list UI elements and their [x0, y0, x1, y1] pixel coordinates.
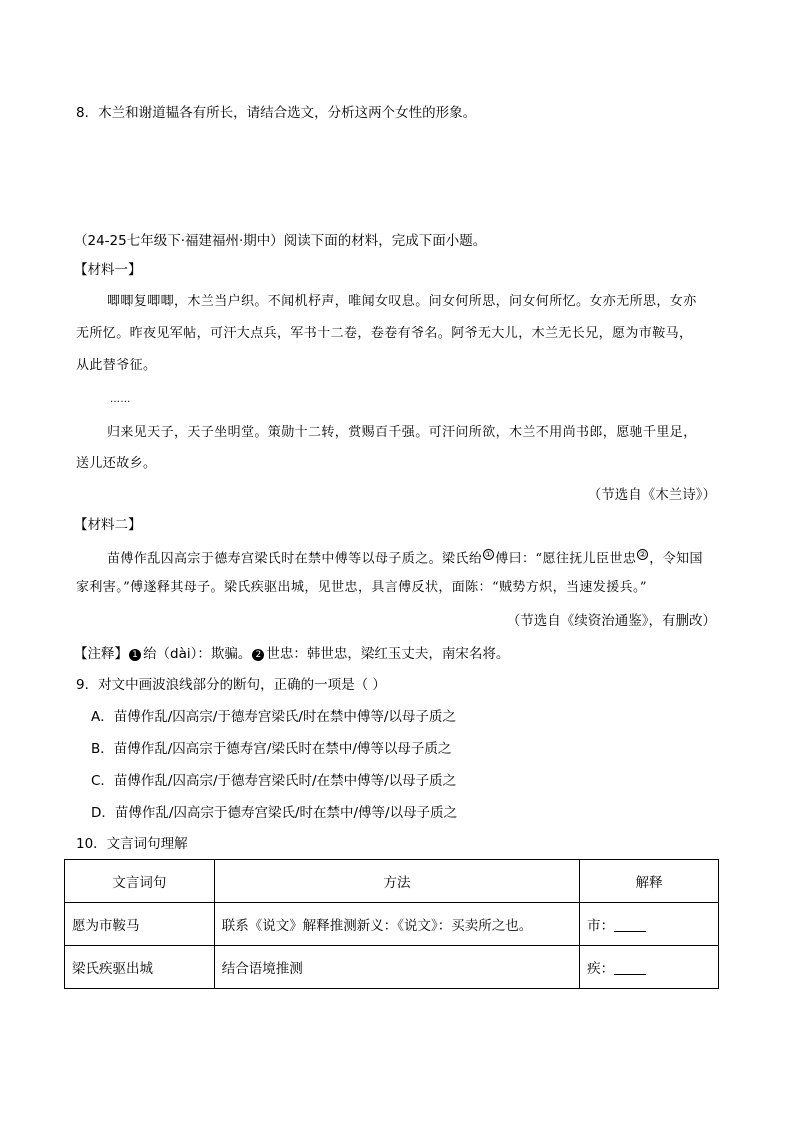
material1-line: 无所忆。昨夜见军帖，可汗大点兵，军书十二卷，卷卷有爷名。阿爷无大儿，木兰无长兄，愿为市鞍马， [76, 326, 693, 341]
material1-heading: 【材料一】 [74, 262, 142, 278]
table-row [65, 946, 719, 989]
material1-line: 从此替爷征。 [76, 358, 157, 373]
footnote-marker-2: ② [638, 550, 647, 559]
annotation-marker-2: 2 [252, 649, 264, 661]
answer-blank[interactable] [614, 919, 646, 932]
answer-cell[interactable] [580, 946, 719, 989]
q9-stem: 9．对文中画波浪线部分的断句，正确的一项是（ ） [76, 677, 386, 693]
method-cell: 联系《说文》解释推测新义：《说文》：买卖所之也。 [214, 903, 579, 946]
material2-text: ，令知国 [649, 551, 703, 567]
table-row [65, 903, 719, 946]
annotation [74, 646, 509, 662]
annotation-text-2: 世忠：韩世忠，梁红玉丈夫，南宋名将。 [266, 646, 510, 662]
answer-label: 疾： [587, 961, 615, 977]
material2-heading: 【材料二】 [74, 517, 142, 533]
phrase-cell: 梁氏疾驱出城 [65, 946, 215, 989]
material1-ellipsis: …… [110, 394, 131, 405]
material2-text: 苗傅作乱囚高宗于德寿宫梁氏时在禁中傅等以母子质之。梁氏绐 [107, 551, 483, 567]
header-explanation: 解释 [580, 860, 719, 903]
q9-option-c[interactable]: C．苗傅作乱/囚高宗/于德寿宫梁氏时/在禁中傅等/以母子质之 [91, 773, 457, 789]
material2-line: 家利害。”傅遂释其母子。梁氏疾驱出城，见世忠，具言傅反状，面陈：“贼势方炽，当速发援兵。” [76, 580, 647, 595]
footnote-marker-1: ① [484, 550, 493, 559]
passage-intro: （24-25七年级下·福建福州·期中）阅读下面的材料，完成下面小题。 [74, 233, 487, 249]
material1-line: 送儿还故乡。 [76, 456, 157, 471]
q10-stem: 10．文言词句理解 [76, 836, 188, 852]
annotation-text-1: 绐（dài）：欺骗。 [143, 646, 252, 662]
material1-line: 唧唧复唧唧，木兰当户织。不闻机杼声，唯闻女叹息。问女何所思，问女何所忆。女亦无所思，女亦 [107, 294, 697, 309]
q8-question: 8．木兰和谢道韫各有所长，请结合选文，分析这两个女性的形象。 [76, 105, 477, 121]
answer-blank[interactable] [614, 962, 646, 975]
header-phrase: 文言词句 [65, 860, 215, 903]
material1-source: （节选自《木兰诗》） [587, 487, 716, 503]
annotation-marker-1: 1 [129, 649, 141, 661]
answer-label: 市： [587, 918, 615, 934]
material2-line [107, 549, 703, 567]
answer-cell[interactable] [580, 903, 719, 946]
material2-source: （节选自《续资治通鉴》，有删改） [506, 613, 716, 629]
q9-option-a[interactable]: A．苗傅作乱/囚高宗/于德寿宫梁氏/时在禁中傅等/以母子质之 [91, 709, 456, 725]
q9-option-b[interactable]: B．苗傅作乱/囚高宗于德寿宫/梁氏时在禁中/傅等以母子质之 [91, 741, 452, 757]
phrase-cell: 愿为市鞍马 [65, 903, 215, 946]
vocab-table [64, 859, 719, 989]
method-cell: 结合语境推测 [214, 946, 579, 989]
table-header-row [65, 860, 719, 903]
annotation-label: 【注释】 [74, 646, 128, 662]
material1-line: 归来见天子，天子坐明堂。策勋十二转，赏赐百千强。可汗问所欲，木兰不用尚书郎，愿驰千里足， [107, 425, 697, 440]
q9-option-d[interactable]: D．苗傅作乱/囚高宗于德寿宫梁氏/时在禁中/傅等/以母子质之 [91, 805, 458, 821]
header-method: 方法 [214, 860, 579, 903]
material2-text: 傅曰：“愿往抚儿臣世忠 [495, 551, 637, 567]
